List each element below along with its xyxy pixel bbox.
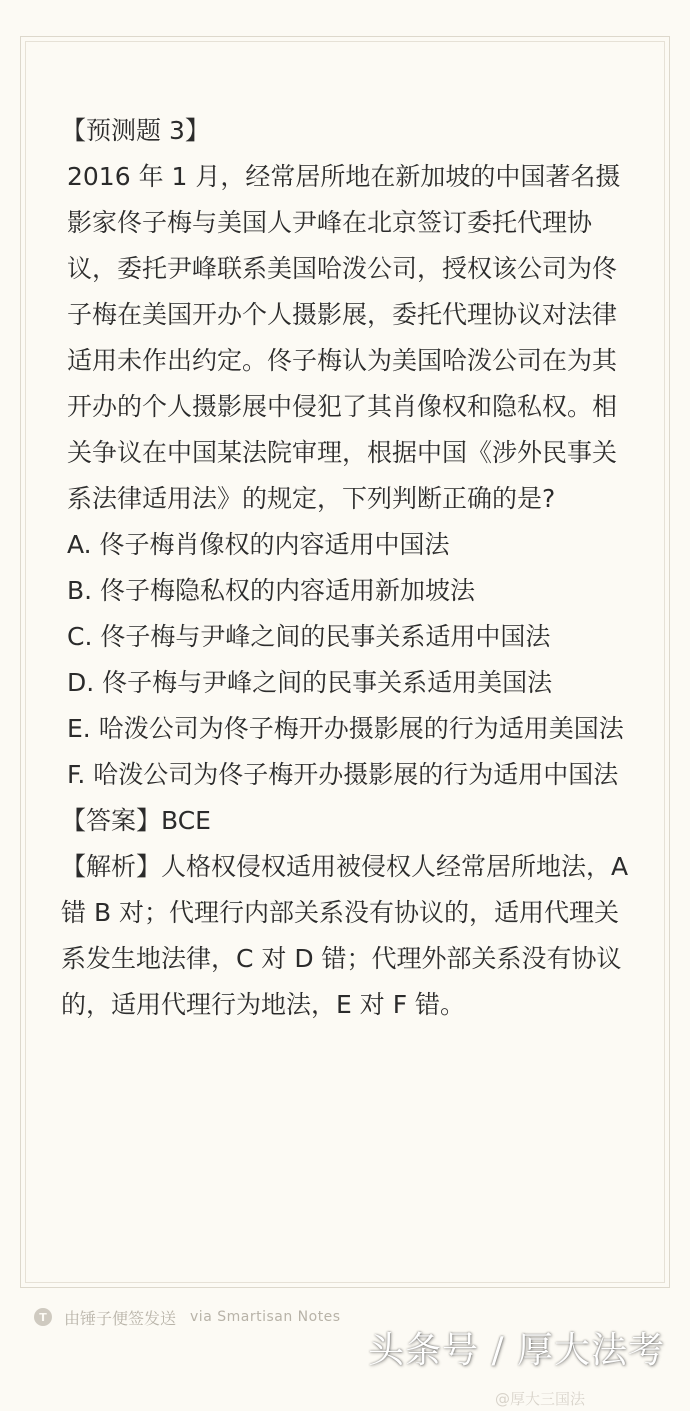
answer: 【答案】BCE bbox=[61, 806, 211, 835]
footer-sent-text: 由锤子便签发送 bbox=[64, 1308, 177, 1328]
note-content bbox=[61, 108, 633, 1028]
option-c: C. 佟子梅与尹峰之间的民事关系适用中国法 bbox=[67, 622, 551, 651]
note-footer bbox=[34, 1303, 341, 1331]
option-f: F. 哈泼公司为佟子梅开办摄影展的行为适用中国法 bbox=[67, 760, 619, 789]
smartisan-notes-icon: T bbox=[34, 1308, 52, 1326]
option-e: E. 哈泼公司为佟子梅开办摄影展的行为适用美国法 bbox=[67, 714, 624, 743]
question-title: 【预测题 3】 bbox=[61, 116, 210, 145]
option-b: B. 佟子梅隐私权的内容适用新加坡法 bbox=[67, 576, 476, 605]
analysis: 【解析】人格权侵权适用被侵权人经常居所地法，A 错 B 对；代理行内部关系没有协议的，适用代理关系发生地法律，C 对 D 错；代理外部关系没有协议的，适用代理行为地法，E 对 F 错。 bbox=[61, 852, 629, 1019]
toutiao-watermark: 头条号 / 厚大法考 bbox=[368, 1330, 666, 1371]
footer-via-text: via Smartisan Notes bbox=[190, 1309, 341, 1325]
option-a: A. 佟子梅肖像权的内容适用中国法 bbox=[67, 530, 450, 559]
option-d: D. 佟子梅与尹峰之间的民事关系适用美国法 bbox=[67, 668, 553, 697]
question-stem: 2016 年 1 月，经常居所地在新加坡的中国著名摄影家佟子梅与美国人尹峰在北京签订委托代理协议，委托尹峰联系美国哈泼公司，授权该公司为佟子梅在美国开办个人摄影展，委托代理协议对法律适用未作出约定。佟子梅认为美国哈泼公司在为其开办的个人摄影展中侵犯了其肖像权和隐私权。相关争议在中国某法院审理，根据中国《涉外民事关系法律适用法》的规定，下列判断正确的是? bbox=[67, 162, 621, 513]
weibo-watermark: @厚大三国法 bbox=[495, 1390, 586, 1408]
